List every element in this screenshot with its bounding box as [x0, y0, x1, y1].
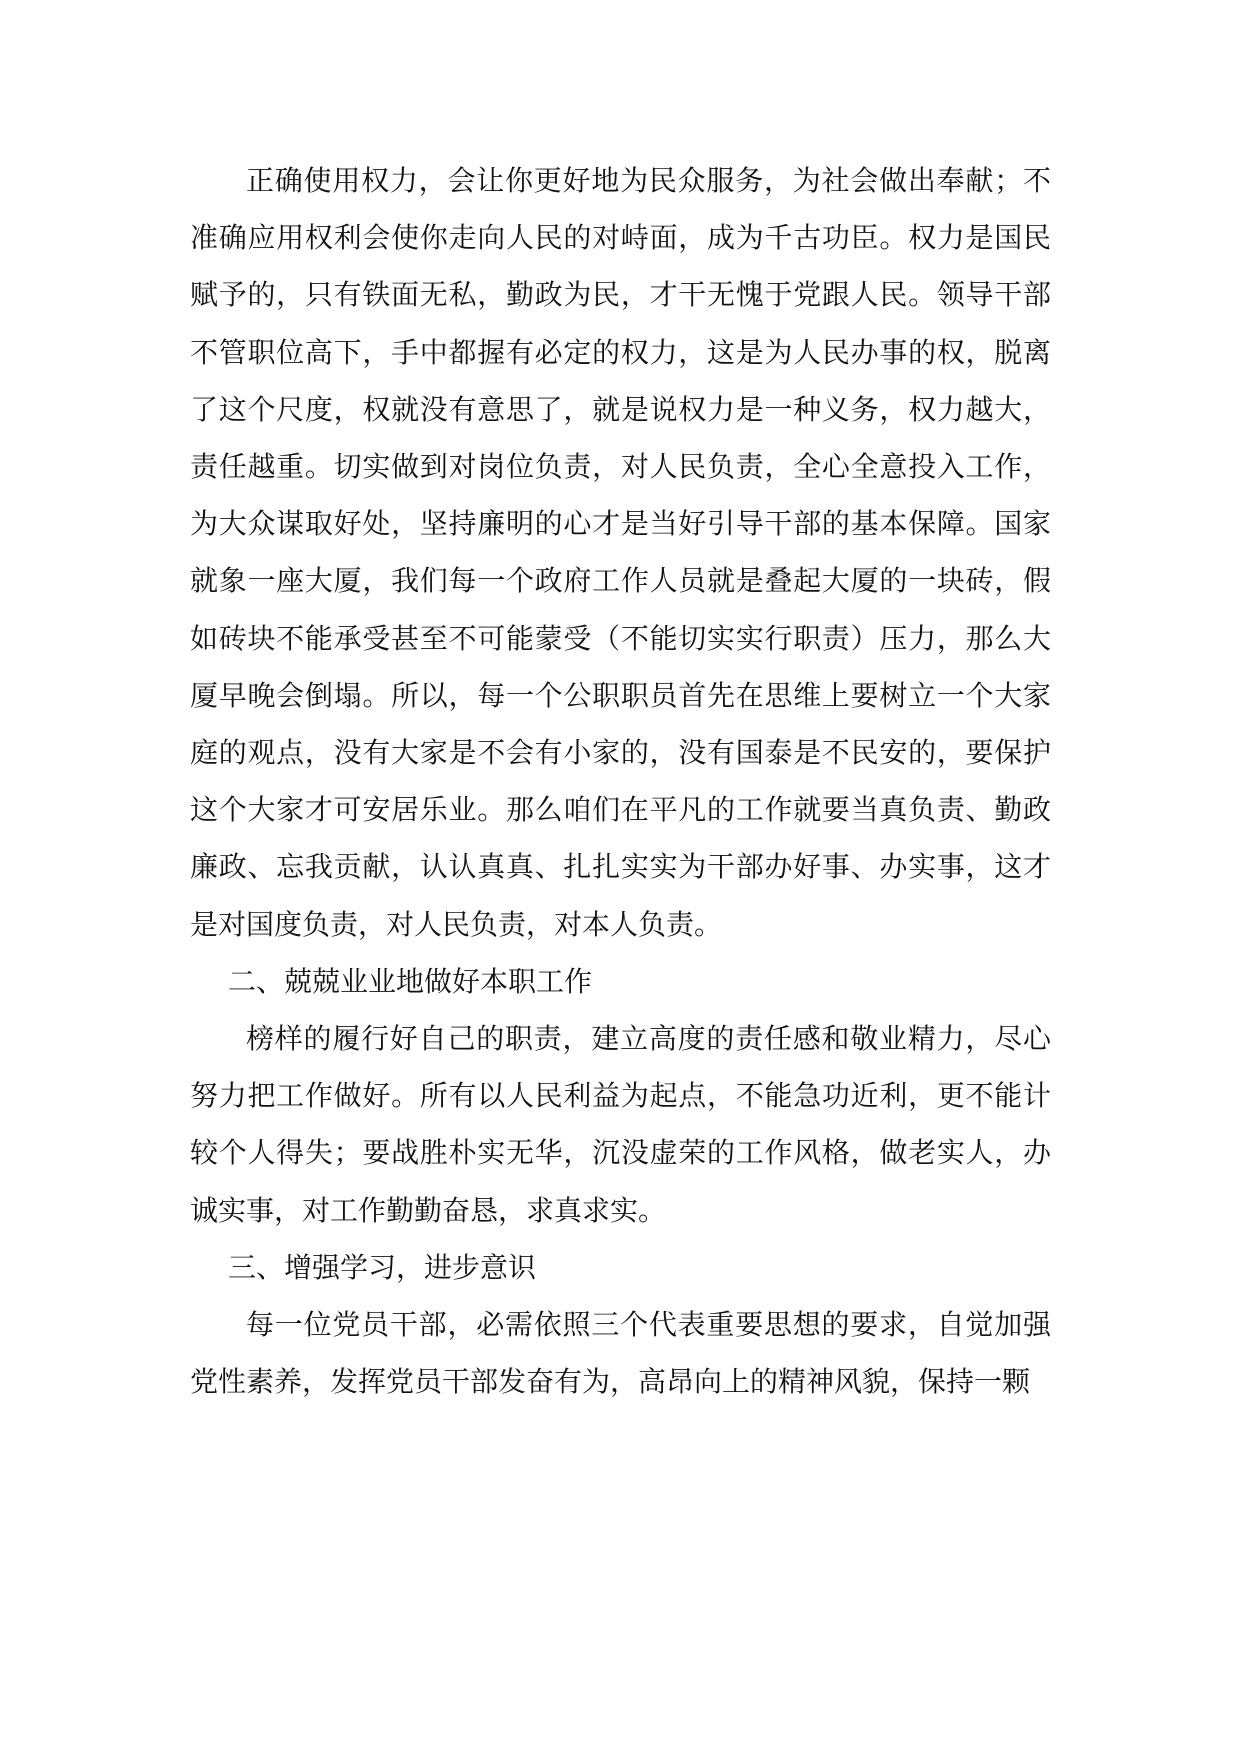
paragraph-learning: 每一位党员干部，必需依照三个代表重要思想的要求，自觉加强党性素养，发挥党员干部发奋有为，高昂向上的精神风貌，保持一颗 — [190, 1308, 1051, 1399]
paragraph-duty: 榜样的履行好自己的职责，建立高度的责任感和敬业精力，尽心努力把工作做好。所有以人民利益为起点，不能急功近利，更不能计较个人得失；要战胜朴实无华，沉没虚荣的工作风格，做老实人，办诚实事，对工作勤勤奋恳，求真求实。 — [190, 1022, 1051, 1227]
section-heading-2: 二、兢兢业业地做好本职工作 — [228, 964, 593, 998]
document-body — [190, 152, 1051, 1410]
paragraph-power-responsibility: 正确使用权力，会让你更好地为民众服务，为社会做出奉献；不准确应用权利会使你走向人民的对峙面，成为千古功臣。权力是国民赋予的，只有铁面无私，勤政为民，才干无愧于党跟人民。领导干部不管职位高下，手中都握有必定的权力，这是为人民办事的权，脱离了这个尺度，权就没有意思了，就是说权力是一种义务，权力越大，责任越重。切实做到对岗位负责，对人民负责，全心全意投入工作，为大众谋取好处，坚持廉明的心才是当好引导干部的基本保障。国家就象一座大厦，我们每一个政府工作人员就是叠起大厦的一块砖，假如砖块不能承受甚至不可能蒙受（不能切实实行职责）压力，那么大厦早晚会倒塌。所以，每一个公职职员首先在思维上要树立一个大家庭的观点，没有大家是不会有小家的，没有国泰是不民安的，要保护这个大家才可安居乐业。那么咱们在平凡的工作就要当真负责、勤政廉政、忘我贡献，认认真真、扎扎实实为干部办好事、办实事，这才是对国度负责，对人民负责，对本人负责。 — [190, 164, 1051, 941]
section-heading-3: 三、增强学习，进步意识 — [228, 1250, 537, 1284]
